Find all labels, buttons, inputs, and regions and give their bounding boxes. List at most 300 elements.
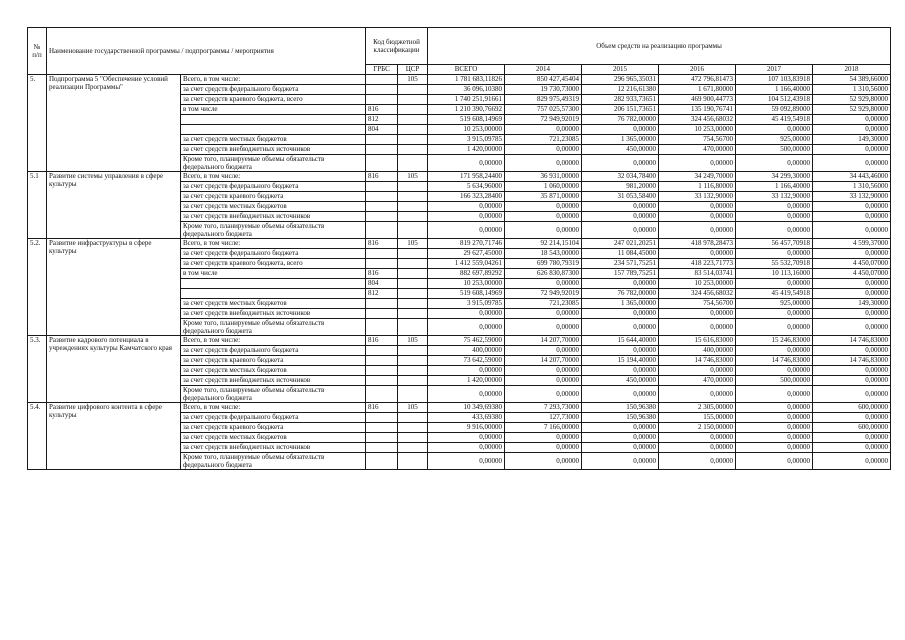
year-value-cell: 59 092,89000 — [736, 105, 813, 115]
year-value-cell: 54 389,66000 — [813, 75, 891, 85]
row-label: Кроме того, планируемые объемы обязательств федерального бюджета — [181, 453, 366, 470]
total-value-cell: 0,00000 — [428, 433, 505, 443]
csr-cell — [398, 443, 428, 453]
table-row — [28, 172, 891, 182]
grbs-cell — [366, 192, 398, 202]
row-label — [181, 125, 366, 135]
csr-cell: 105 — [398, 75, 428, 85]
year-value-cell: 1 166,40000 — [736, 85, 813, 95]
year-value-cell: 1 310,56000 — [813, 182, 891, 192]
row-label: за счет средств краевого бюджета — [181, 192, 366, 202]
total-value-cell: 1 412 559,04261 — [428, 259, 505, 269]
year-value-cell: 0,00000 — [659, 222, 736, 239]
year-value-cell: 234 571,75251 — [582, 259, 659, 269]
csr-cell — [398, 182, 428, 192]
grbs-cell: 816 — [366, 172, 398, 182]
grbs-cell — [366, 75, 398, 85]
year-value-cell: 7 293,73000 — [505, 403, 582, 413]
year-value-cell: 0,00000 — [813, 443, 891, 453]
year-value-cell: 0,00000 — [582, 423, 659, 433]
section-name: Подпрограмма 5 "Обеспечение условий реализации Программы" — [47, 75, 181, 172]
row-label: за счет средств федерального бюджета — [181, 346, 366, 356]
year-value-cell: 470,00000 — [659, 376, 736, 386]
row-label: Всего, в том числе: — [181, 403, 366, 413]
row-label: за счет средств федерального бюджета — [181, 413, 366, 423]
header-year: 2018 — [813, 65, 891, 75]
year-value-cell: 0,00000 — [813, 413, 891, 423]
year-value-cell: 0,00000 — [659, 453, 736, 470]
total-value-cell: 1 210 390,76692 — [428, 105, 505, 115]
year-value-cell: 324 456,68032 — [659, 115, 736, 125]
header-year: 2017 — [736, 65, 813, 75]
year-value-cell: 0,00000 — [659, 433, 736, 443]
total-value-cell: 433,69380 — [428, 413, 505, 423]
year-value-cell: 0,00000 — [813, 319, 891, 336]
grbs-cell — [366, 423, 398, 433]
csr-cell — [398, 289, 428, 299]
total-value-cell: 3 915,09785 — [428, 135, 505, 145]
csr-cell — [398, 115, 428, 125]
year-value-cell: 14 746,83000 — [736, 356, 813, 366]
year-value-cell: 0,00000 — [813, 222, 891, 239]
total-value-cell: 1 420,00000 — [428, 376, 505, 386]
year-value-cell: 72 949,92019 — [505, 289, 582, 299]
year-value-cell: 19 730,73000 — [505, 85, 582, 95]
total-value-cell: 519 608,14969 — [428, 115, 505, 125]
year-value-cell: 83 514,03741 — [659, 269, 736, 279]
csr-cell — [398, 309, 428, 319]
row-label: Всего, в том числе: — [181, 336, 366, 346]
year-value-cell: 11 084,45000 — [582, 249, 659, 259]
total-value-cell: 0,00000 — [428, 319, 505, 336]
year-value-cell: 754,56700 — [659, 135, 736, 145]
csr-cell — [398, 279, 428, 289]
year-value-cell: 0,00000 — [505, 125, 582, 135]
csr-cell — [398, 366, 428, 376]
year-value-cell: 0,00000 — [582, 222, 659, 239]
year-value-cell: 0,00000 — [813, 386, 891, 403]
year-value-cell: 2 305,00000 — [659, 403, 736, 413]
year-value-cell: 0,00000 — [505, 202, 582, 212]
year-value-cell: 0,00000 — [736, 309, 813, 319]
year-value-cell: 0,00000 — [582, 346, 659, 356]
year-value-cell: 0,00000 — [736, 125, 813, 135]
year-value-cell: 0,00000 — [505, 376, 582, 386]
year-value-cell: 282 933,73651 — [582, 95, 659, 105]
header-grbs: ГРБС — [366, 65, 398, 75]
year-value-cell: 15 194,40000 — [582, 356, 659, 366]
year-value-cell: 33 132,90000 — [736, 192, 813, 202]
csr-cell: 105 — [398, 336, 428, 346]
row-label: за счет средств местных бюджетов — [181, 433, 366, 443]
csr-cell: 105 — [398, 172, 428, 182]
year-value-cell: 0,00000 — [582, 212, 659, 222]
total-value-cell: 819 270,71746 — [428, 239, 505, 249]
header-year: 2014 — [505, 65, 582, 75]
year-value-cell: 472 796,81473 — [659, 75, 736, 85]
year-value-cell: 0,00000 — [582, 443, 659, 453]
total-value-cell: 9 916,00000 — [428, 423, 505, 433]
row-label — [181, 279, 366, 289]
year-value-cell: 450,00000 — [582, 376, 659, 386]
year-value-cell: 0,00000 — [813, 212, 891, 222]
row-label: за счет средств краевого бюджета — [181, 423, 366, 433]
table-row — [28, 336, 891, 346]
year-value-cell: 0,00000 — [813, 115, 891, 125]
header-volume: Объем средств на реализацию программы — [428, 28, 891, 65]
year-value-cell: 721,23085 — [505, 135, 582, 145]
year-value-cell: 0,00000 — [813, 125, 891, 135]
grbs-cell: 816 — [366, 403, 398, 413]
year-value-cell: 247 021,20251 — [582, 239, 659, 249]
year-value-cell: 52 929,80000 — [813, 95, 891, 105]
total-value-cell: 0,00000 — [428, 443, 505, 453]
year-value-cell: 470,00000 — [659, 145, 736, 155]
csr-cell — [398, 423, 428, 433]
year-value-cell: 32 034,78400 — [582, 172, 659, 182]
total-value-cell: 0,00000 — [428, 222, 505, 239]
csr-cell — [398, 85, 428, 95]
row-label: за счет средств внебюджетных источников — [181, 443, 366, 453]
year-value-cell: 76 782,00000 — [582, 115, 659, 125]
total-value-cell: 10 253,00000 — [428, 125, 505, 135]
year-value-cell: 45 419,54918 — [736, 115, 813, 125]
section-name: Развитие кадрового потенциала в учреждениях культуры Камчатского края — [47, 336, 181, 403]
year-value-cell: 45 419,54918 — [736, 289, 813, 299]
total-value-cell: 0,00000 — [428, 155, 505, 172]
year-value-cell: 469 900,44773 — [659, 95, 736, 105]
year-value-cell: 33 132,90000 — [813, 192, 891, 202]
year-value-cell: 1 060,00000 — [505, 182, 582, 192]
header-code: Код бюджетной классификации — [366, 28, 428, 65]
year-value-cell: 33 132,90000 — [659, 192, 736, 202]
year-value-cell: 0,00000 — [505, 443, 582, 453]
total-value-cell: 0,00000 — [428, 202, 505, 212]
grbs-cell — [366, 222, 398, 239]
year-value-cell: 0,00000 — [659, 202, 736, 212]
year-value-cell: 0,00000 — [505, 145, 582, 155]
grbs-cell — [366, 413, 398, 423]
year-value-cell: 34 299,30000 — [736, 172, 813, 182]
year-value-cell: 34 249,70000 — [659, 172, 736, 182]
year-value-cell: 0,00000 — [736, 453, 813, 470]
row-label: Всего, в том числе: — [181, 172, 366, 182]
grbs-cell — [366, 443, 398, 453]
year-value-cell: 14 207,70000 — [505, 336, 582, 346]
year-value-cell: 600,00000 — [813, 423, 891, 433]
section-name: Развитие цифрового контента в сфере культуры — [47, 403, 181, 470]
year-value-cell: 925,00000 — [736, 135, 813, 145]
year-value-cell: 52 929,80000 — [813, 105, 891, 115]
row-label: за счет средств федерального бюджета — [181, 182, 366, 192]
grbs-cell — [366, 309, 398, 319]
row-label: за счет средств краевого бюджета, всего — [181, 259, 366, 269]
grbs-cell: 812 — [366, 289, 398, 299]
year-value-cell: 14 746,83000 — [659, 356, 736, 366]
total-value-cell: 1 420,00000 — [428, 145, 505, 155]
year-value-cell: 15 644,40000 — [582, 336, 659, 346]
csr-cell — [398, 145, 428, 155]
grbs-cell — [366, 453, 398, 470]
row-label: за счет средств внебюджетных источников — [181, 145, 366, 155]
year-value-cell: 0,00000 — [582, 155, 659, 172]
year-value-cell: 0,00000 — [505, 433, 582, 443]
year-value-cell: 0,00000 — [505, 309, 582, 319]
csr-cell — [398, 155, 428, 172]
csr-cell — [398, 356, 428, 366]
year-value-cell: 15 616,83000 — [659, 336, 736, 346]
year-value-cell: 0,00000 — [505, 212, 582, 222]
row-label: за счет средств краевого бюджета — [181, 356, 366, 366]
csr-cell — [398, 259, 428, 269]
year-value-cell: 0,00000 — [582, 319, 659, 336]
header-year: 2015 — [582, 65, 659, 75]
total-value-cell: 10 253,00000 — [428, 279, 505, 289]
total-value-cell: 10 349,69380 — [428, 403, 505, 413]
grbs-cell: 816 — [366, 269, 398, 279]
section-name: Развитие системы управления в сфере культуры — [47, 172, 181, 239]
year-value-cell: 0,00000 — [659, 309, 736, 319]
total-value-cell: 75 462,59000 — [428, 336, 505, 346]
year-value-cell: 18 543,00000 — [505, 249, 582, 259]
year-value-cell: 626 830,87300 — [505, 269, 582, 279]
year-value-cell: 127,73000 — [505, 413, 582, 423]
row-label: Всего, в том числе: — [181, 75, 366, 85]
year-value-cell: 0,00000 — [813, 155, 891, 172]
year-value-cell: 0,00000 — [582, 125, 659, 135]
total-value-cell: 519 608,14969 — [428, 289, 505, 299]
grbs-cell — [366, 433, 398, 443]
year-value-cell: 0,00000 — [813, 433, 891, 443]
total-value-cell: 1 740 251,91661 — [428, 95, 505, 105]
year-value-cell: 0,00000 — [813, 289, 891, 299]
year-value-cell: 0,00000 — [659, 443, 736, 453]
year-value-cell: 0,00000 — [736, 155, 813, 172]
row-label: за счет средств федерального бюджета — [181, 249, 366, 259]
total-value-cell: 0,00000 — [428, 309, 505, 319]
year-value-cell: 0,00000 — [736, 386, 813, 403]
year-value-cell: 0,00000 — [505, 279, 582, 289]
total-value-cell: 5 634,96000 — [428, 182, 505, 192]
csr-cell — [398, 346, 428, 356]
year-value-cell: 0,00000 — [659, 366, 736, 376]
grbs-cell — [366, 319, 398, 336]
year-value-cell: 0,00000 — [736, 403, 813, 413]
grbs-cell — [366, 145, 398, 155]
csr-cell — [398, 433, 428, 443]
year-value-cell: 55 532,70918 — [736, 259, 813, 269]
year-value-cell: 0,00000 — [505, 155, 582, 172]
row-label: за счет средств местных бюджетов — [181, 366, 366, 376]
csr-cell — [398, 212, 428, 222]
total-value-cell: 171 958,24400 — [428, 172, 505, 182]
row-label: Кроме того, планируемые объемы обязательств федерального бюджета — [181, 155, 366, 172]
csr-cell — [398, 222, 428, 239]
grbs-cell — [366, 259, 398, 269]
row-label — [181, 115, 366, 125]
header-name: Наименование государственной программы / подпрограммы / мероприятия — [47, 28, 366, 75]
year-value-cell: 829 975,49319 — [505, 95, 582, 105]
total-value-cell: 29 627,45000 — [428, 249, 505, 259]
year-value-cell: 296 965,35031 — [582, 75, 659, 85]
section-name: Развитие инфраструктуры в сфере культуры — [47, 239, 181, 336]
csr-cell — [398, 319, 428, 336]
year-value-cell: 0,00000 — [813, 145, 891, 155]
year-value-cell: 418 978,28473 — [659, 239, 736, 249]
year-value-cell: 150,96380 — [582, 413, 659, 423]
section-number: 5.3. — [28, 336, 47, 403]
csr-cell — [398, 376, 428, 386]
section-number: 5.1 — [28, 172, 47, 239]
row-label: за счет средств внебюджетных источников — [181, 376, 366, 386]
grbs-cell: 816 — [366, 239, 398, 249]
grbs-cell — [366, 95, 398, 105]
grbs-cell — [366, 386, 398, 403]
total-value-cell: 73 642,59000 — [428, 356, 505, 366]
year-value-cell: 0,00000 — [736, 413, 813, 423]
year-value-cell: 0,00000 — [813, 453, 891, 470]
csr-cell: 105 — [398, 239, 428, 249]
row-label: за счет средств местных бюджетов — [181, 299, 366, 309]
year-value-cell: 721,23085 — [505, 299, 582, 309]
year-value-cell: 450,00000 — [582, 145, 659, 155]
grbs-cell — [366, 182, 398, 192]
year-value-cell: 0,00000 — [582, 202, 659, 212]
row-label — [181, 289, 366, 299]
year-value-cell: 72 949,92019 — [505, 115, 582, 125]
csr-cell — [398, 105, 428, 115]
csr-cell — [398, 299, 428, 309]
year-value-cell: 0,00000 — [736, 249, 813, 259]
year-value-cell: 150,96380 — [582, 403, 659, 413]
grbs-cell: 816 — [366, 105, 398, 115]
header-number: № п/п — [28, 28, 47, 75]
grbs-cell — [366, 212, 398, 222]
year-value-cell: 15 246,83000 — [736, 336, 813, 346]
year-value-cell: 0,00000 — [813, 309, 891, 319]
year-value-cell: 1 310,56000 — [813, 85, 891, 95]
year-value-cell: 981,20000 — [582, 182, 659, 192]
year-value-cell: 0,00000 — [736, 319, 813, 336]
year-value-cell: 0,00000 — [736, 222, 813, 239]
year-value-cell: 0,00000 — [736, 433, 813, 443]
total-value-cell: 0,00000 — [428, 366, 505, 376]
header-total: ВСЕГО — [428, 65, 505, 75]
year-value-cell: 36 931,00000 — [505, 172, 582, 182]
year-value-cell: 850 427,45404 — [505, 75, 582, 85]
grbs-cell — [366, 202, 398, 212]
grbs-cell: 804 — [366, 279, 398, 289]
grbs-cell: 816 — [366, 336, 398, 346]
header-year: 2016 — [659, 65, 736, 75]
year-value-cell: 699 780,79319 — [505, 259, 582, 269]
header-row — [28, 28, 891, 65]
table-row — [28, 239, 891, 249]
year-value-cell: 0,00000 — [736, 423, 813, 433]
year-value-cell: 0,00000 — [582, 279, 659, 289]
csr-cell — [398, 95, 428, 105]
year-value-cell: 0,00000 — [659, 155, 736, 172]
year-value-cell: 0,00000 — [505, 222, 582, 239]
row-label: за счет средств краевого бюджета, всего — [181, 95, 366, 105]
year-value-cell: 0,00000 — [813, 279, 891, 289]
year-value-cell: 14 746,83000 — [813, 356, 891, 366]
year-value-cell: 0,00000 — [736, 212, 813, 222]
csr-cell — [398, 125, 428, 135]
year-value-cell: 0,00000 — [505, 386, 582, 403]
budget-table — [27, 27, 891, 470]
year-value-cell: 4 450,07000 — [813, 259, 891, 269]
year-value-cell: 500,00000 — [736, 145, 813, 155]
grbs-cell — [366, 376, 398, 386]
row-label: в том числе — [181, 269, 366, 279]
year-value-cell: 10 253,00000 — [659, 125, 736, 135]
section-number: 5. — [28, 75, 47, 172]
year-value-cell: 0,00000 — [813, 376, 891, 386]
csr-cell — [398, 202, 428, 212]
grbs-cell — [366, 249, 398, 259]
year-value-cell: 34 443,46000 — [813, 172, 891, 182]
row-label: Кроме того, планируемые объемы обязательств федерального бюджета — [181, 386, 366, 403]
year-value-cell: 155,00000 — [659, 413, 736, 423]
total-value-cell: 0,00000 — [428, 386, 505, 403]
year-value-cell: 7 166,00000 — [505, 423, 582, 433]
year-value-cell: 0,00000 — [736, 366, 813, 376]
year-value-cell: 2 150,00000 — [659, 423, 736, 433]
year-value-cell: 1 671,80000 — [659, 85, 736, 95]
year-value-cell: 757 025,57300 — [505, 105, 582, 115]
grbs-cell — [366, 299, 398, 309]
year-value-cell: 418 223,71773 — [659, 259, 736, 269]
grbs-cell: 804 — [366, 125, 398, 135]
row-label: за счет средств внебюджетных источников — [181, 309, 366, 319]
year-value-cell: 35 871,00000 — [505, 192, 582, 202]
total-value-cell: 166 323,28400 — [428, 192, 505, 202]
year-value-cell: 14 207,70000 — [505, 356, 582, 366]
year-value-cell: 0,00000 — [659, 319, 736, 336]
grbs-cell — [366, 135, 398, 145]
year-value-cell: 1 365,00000 — [582, 299, 659, 309]
year-value-cell: 754,56700 — [659, 299, 736, 309]
row-label: за счет средств федерального бюджета — [181, 85, 366, 95]
year-value-cell: 0,00000 — [736, 279, 813, 289]
year-value-cell: 107 103,83918 — [736, 75, 813, 85]
year-value-cell: 0,00000 — [659, 249, 736, 259]
year-value-cell: 157 789,75251 — [582, 269, 659, 279]
year-value-cell: 104 512,43918 — [736, 95, 813, 105]
year-value-cell: 0,00000 — [582, 366, 659, 376]
csr-cell — [398, 413, 428, 423]
row-label: за счет средств внебюджетных источников — [181, 212, 366, 222]
year-value-cell: 0,00000 — [659, 212, 736, 222]
total-value-cell: 0,00000 — [428, 212, 505, 222]
year-value-cell: 324 456,68032 — [659, 289, 736, 299]
year-value-cell: 135 190,76741 — [659, 105, 736, 115]
year-value-cell: 76 782,00000 — [582, 289, 659, 299]
csr-cell — [398, 135, 428, 145]
total-value-cell: 882 697,89292 — [428, 269, 505, 279]
year-value-cell: 0,00000 — [736, 443, 813, 453]
year-value-cell: 56 457,70918 — [736, 239, 813, 249]
year-value-cell: 92 214,15104 — [505, 239, 582, 249]
year-value-cell: 400,00000 — [659, 346, 736, 356]
year-value-cell: 0,00000 — [813, 249, 891, 259]
header-csr: ЦСР — [398, 65, 428, 75]
year-value-cell: 0,00000 — [813, 366, 891, 376]
grbs-cell — [366, 155, 398, 172]
total-value-cell: 400,00000 — [428, 346, 505, 356]
row-label: в том числе — [181, 105, 366, 115]
